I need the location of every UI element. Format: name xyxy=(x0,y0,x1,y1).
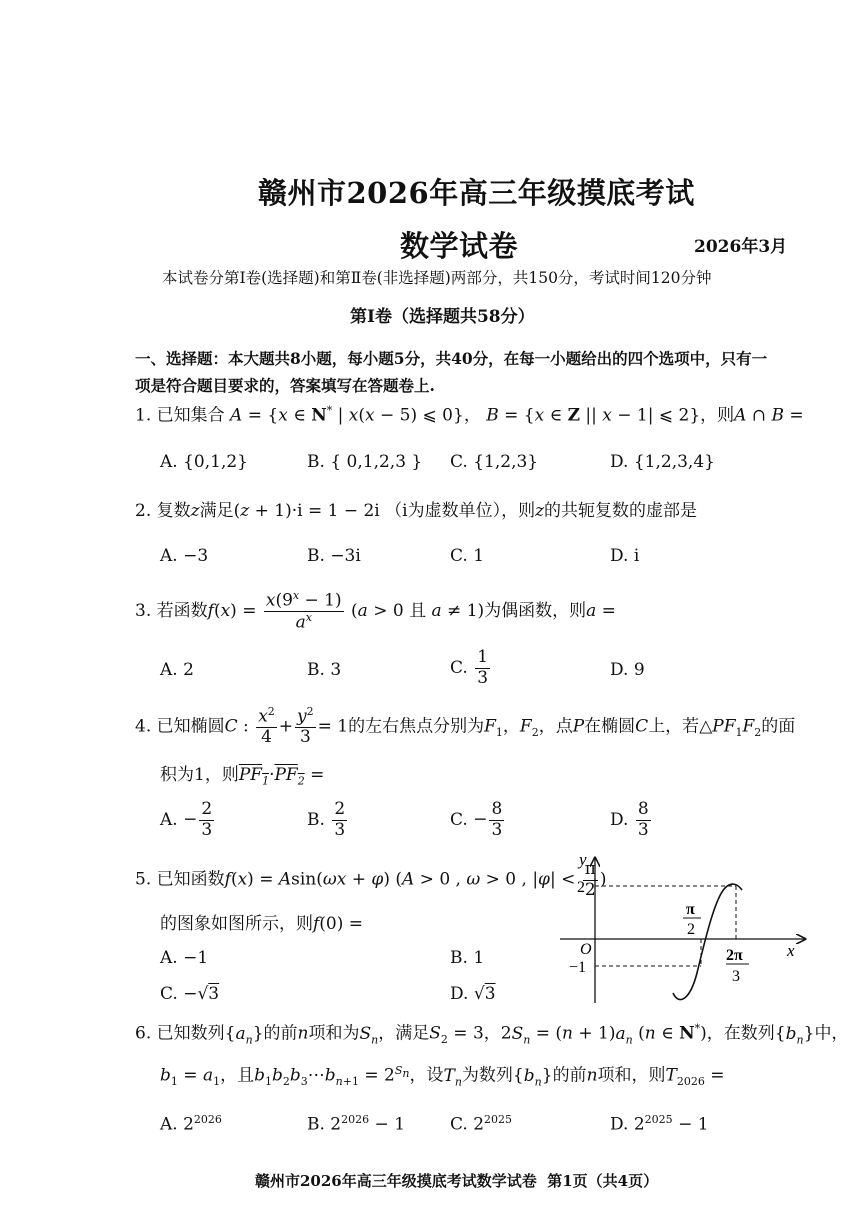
question-6-stem-line2: $b_1 = a_1$，且$b_1b_2b_3\cdots b_{n+1} = 2^{S_n}$，设$T_n$为数列$\{b_n\}$的前n项和，则$T_{2026}$ = xyxy=(160,1064,725,1089)
question-1-option-d[interactable]: D. {1,2,3,4} xyxy=(610,452,715,472)
x-tick-half-pi-den: 2 xyxy=(687,921,695,938)
question-1-option-a[interactable]: A. {0,1,2} xyxy=(160,452,248,472)
question-3-option-d[interactable]: D. 9 xyxy=(610,660,645,680)
exam-date: 2026年3月 xyxy=(694,237,788,257)
exam-subtitle: 数学试卷 xyxy=(400,229,519,263)
origin-label: O xyxy=(580,941,592,958)
question-5-stem-line2: 的图象如图所示，则f(0) = xyxy=(160,914,364,934)
y-max-label: 2 xyxy=(577,879,585,896)
x-axis-label: x xyxy=(787,941,795,960)
question-3-option-c[interactable]: C. $\frac{1}{3}$ xyxy=(450,647,489,688)
exam-title: 赣州市2026年高三年级摸底考试 xyxy=(258,176,695,210)
page-footer xyxy=(255,1170,658,1191)
question-5-stem: 5. 已知函数f(x) = Asin(ωx + φ) (A > 0 , ω > 0 , |φ| < $\frac{\pi}{2}$ ) xyxy=(135,859,607,900)
question-3-option-a[interactable]: A. 2 xyxy=(160,660,194,680)
question-2-option-d[interactable]: D. i xyxy=(610,546,640,566)
question-4-option-d[interactable]: D. $\frac{8}{3}$ xyxy=(610,799,649,840)
question-5-option-c[interactable]: C. −√3 xyxy=(160,984,220,1004)
page-number: 第1页（共4页） xyxy=(547,1172,659,1190)
question-5-option-a[interactable]: A. −1 xyxy=(160,948,209,968)
question-4-stem-line2: 积为1，则$PF_1\cdot PF_2$ = xyxy=(160,765,325,788)
question-4-stem: 4. 已知椭圆C : $\frac{x^2}{4}$ + $\frac{y^2}{3}$ = 1的左右焦点分别为$F_1$，$F_2$，点P在椭圆C上，若$\triangle PF_1F_2$的面 xyxy=(135,705,796,748)
x-tick-half-pi-num: π xyxy=(686,901,695,918)
question-5-option-b[interactable]: B. 1 xyxy=(450,948,485,968)
question-1-stem: 1. 已知集合 A = {x ∈ N* | x(x − 5) ⩽ 0}， B = {x ∈ Z || x − 1| ⩽ 2}，则A ∩ B = xyxy=(135,404,804,426)
question-number: 1. xyxy=(135,405,152,426)
question-2-option-c[interactable]: C. 1 xyxy=(450,546,485,566)
question-4-option-a[interactable]: A. − $\frac{2}{3}$ xyxy=(160,799,213,840)
y-min-label: −1 xyxy=(569,959,587,976)
question-6-option-a[interactable]: A. $2^{2026}$ xyxy=(160,1113,222,1135)
question-3-stem: 3. 若函数f(x) = $\frac{x(9^x - 1)}{a^x}$ (a > 0 且 a ≠ 1)为偶函数，则a = xyxy=(135,589,616,633)
x-tick-two-pi-third-num: 2π xyxy=(726,947,743,964)
section-instruction-line1: 一、选择题：本大题共8小题，每小题5分，共40分，在每一小题给出的四个选项中，只有一 xyxy=(135,349,768,368)
question-1-option-c[interactable]: C. {1,2,3} xyxy=(450,452,539,472)
question-4-option-c[interactable]: C. − $\frac{8}{3}$ xyxy=(450,799,503,840)
question-6-option-b[interactable]: B. $2^{2026} - 1$ xyxy=(307,1113,406,1135)
question-6-stem: 6. 已知数列$\{a_n\}$的前n项和为$S_n$，满足$S_2 = 3$，$2S_n = (n + 1)a_n$ (n ∈ N*)，在数列$\{b_n\}$中， xyxy=(135,1022,849,1047)
question-5-option-d[interactable]: D. √3 xyxy=(450,984,496,1004)
question-1-option-b[interactable]: B. { 0,1,2,3 } xyxy=(307,452,423,472)
exam-intro: 本试卷分第Ⅰ卷(选择题)和第Ⅱ卷(非选择题)两部分，共150分，考试时间120分钟 xyxy=(162,269,712,287)
y-axis-label: y xyxy=(579,850,587,869)
section-instruction-line2: 项是符合题目要求的，答案填写在答题卷上. xyxy=(135,376,435,395)
question-2-option-a[interactable]: A. −3 xyxy=(160,546,209,566)
question-6-option-c[interactable]: C. $2^{2025}$ xyxy=(450,1113,513,1135)
question-3-option-b[interactable]: B. 3 xyxy=(307,660,342,680)
question-4-option-b[interactable]: B. $\frac{2}{3}$ xyxy=(307,799,346,840)
part-title: 第Ⅰ卷（选择题共58分） xyxy=(350,307,535,327)
question-6-option-d[interactable]: D. $2^{2025} - 1$ xyxy=(610,1113,709,1135)
question-2-stem: 2. 复数z满足(z + 1)·i = 1 − 2i （i为虚数单位），则z的共轭复数的虚部是 xyxy=(135,501,698,521)
x-tick-two-pi-third-den: 3 xyxy=(732,968,740,985)
question-5-graph xyxy=(555,848,815,1008)
question-2-option-b[interactable]: B. −3i xyxy=(307,546,361,566)
footer-title: 赣州市2026年高三年级摸底考试数学试卷 xyxy=(255,1172,537,1190)
